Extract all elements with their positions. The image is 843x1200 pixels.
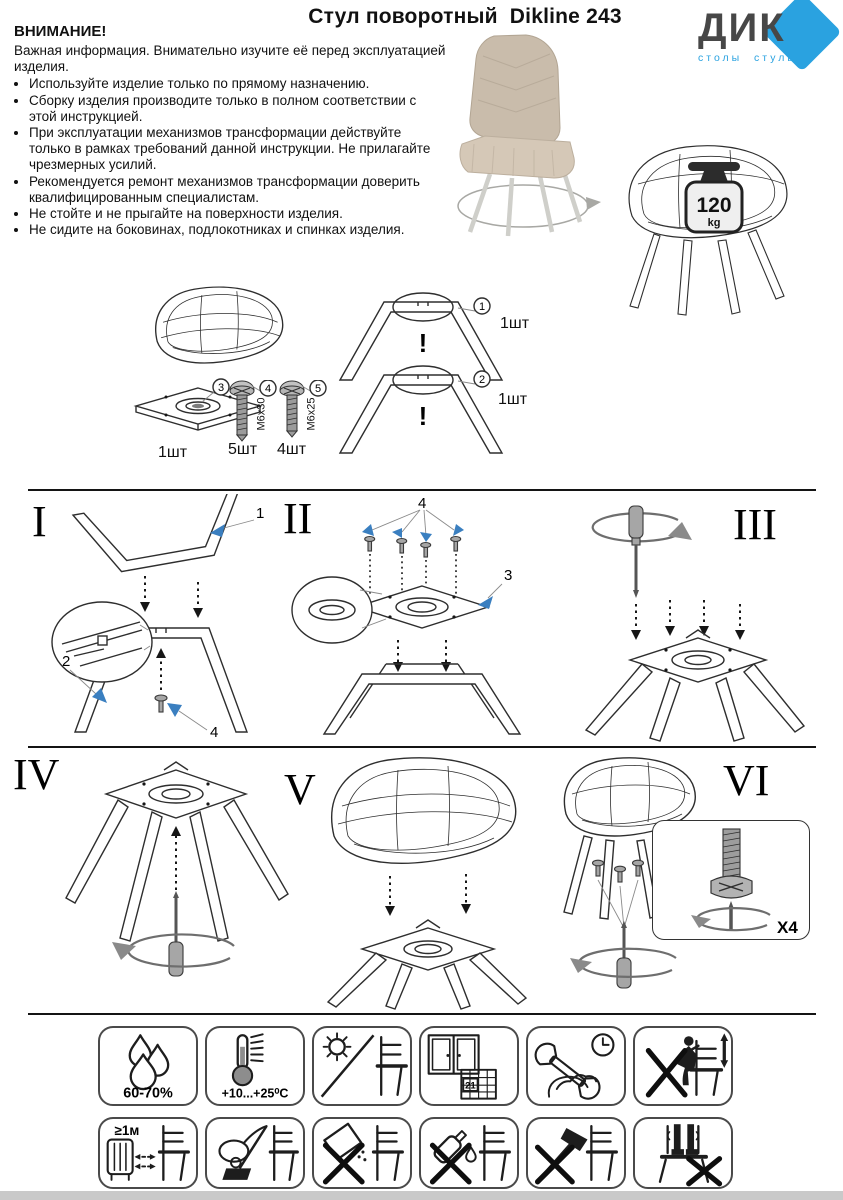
care-icon-temperature xyxy=(205,1026,305,1106)
care-icon-humidity xyxy=(98,1026,198,1106)
screw-m6x25-icon xyxy=(276,380,328,444)
plate-magnifier xyxy=(292,577,386,643)
step5-numeral: V xyxy=(284,765,316,814)
attention-item: • Не сидите на боковинах, подлокотниках и спинках изделия. xyxy=(29,222,446,238)
care-icon-tighten-fasteners xyxy=(526,1026,626,1106)
bottle-glyph xyxy=(433,1128,470,1165)
frame1-number-badge: 1 xyxy=(478,301,486,313)
attention-item: • Рекомендуется ремонт механизмов трансформации доверить квалифицированным специалистам. xyxy=(29,174,446,206)
swivel-chair-photo-icon xyxy=(428,26,613,246)
chair-glyph xyxy=(377,1037,406,1095)
screw-m6x30-icon xyxy=(226,380,278,444)
part-leg-frame-2 xyxy=(336,365,506,457)
label-frame2: 2 xyxy=(62,653,71,670)
chair-glyph xyxy=(270,1126,297,1180)
care-icon-radiator-distance xyxy=(98,1117,198,1189)
care-icon-ventilation xyxy=(419,1026,519,1106)
chair-outline-icon xyxy=(588,138,828,330)
step6-numeral: VI xyxy=(723,756,770,805)
attention-intro: Важная информация. Внимательно изучите её перед эксплуатацией изделия. xyxy=(14,43,446,75)
step4-numeral: IV xyxy=(13,750,60,799)
label-plate: 3 xyxy=(504,567,513,584)
step3-diagram xyxy=(558,492,816,744)
no-hammer-impacts-icon xyxy=(528,1119,624,1187)
thermometer-icon xyxy=(207,1028,303,1104)
care-icon-cleaning xyxy=(205,1117,305,1189)
label-screws: 4 xyxy=(418,495,427,512)
screw-short-qty-label: 4шт xyxy=(277,441,307,458)
no-pouring-liquids-icon xyxy=(314,1119,410,1187)
brand-logo xyxy=(698,8,838,64)
ventilation-window-calendar-icon xyxy=(421,1028,517,1104)
multiplier-label: X4 xyxy=(777,918,798,937)
no-climbing-on-chair-icon xyxy=(635,1028,731,1104)
chair-glyph xyxy=(160,1126,189,1180)
weight-unit: kg xyxy=(707,217,721,229)
label-screw: 4 xyxy=(210,724,219,741)
seat-shell-icon xyxy=(132,280,297,380)
part-seat-shell xyxy=(132,280,297,380)
frame2-qty-label: 1шт xyxy=(498,391,528,408)
no-direct-sunlight-icon xyxy=(314,1028,410,1104)
attention-block xyxy=(14,23,446,238)
weight-value: 120 xyxy=(696,194,732,217)
page-title: Стул поворотный Dikline 243 xyxy=(308,5,622,28)
screw-long-number-badge: 4 xyxy=(264,383,272,395)
screwdriver-bottom xyxy=(617,921,631,988)
vacuum-cleaning-icon xyxy=(207,1119,303,1187)
label-frame1: 1 xyxy=(256,505,265,522)
care-icon-no-climbing xyxy=(633,1026,733,1106)
care-icon-no-standing xyxy=(633,1117,733,1189)
screw-short-size-label: M6x25 xyxy=(305,397,318,431)
screws-under-seat xyxy=(593,860,644,882)
plate-number-badge: 3 xyxy=(217,382,225,394)
logo-wordmark: ДИК xyxy=(698,6,786,50)
section-divider xyxy=(28,1013,816,1015)
step5-diagram xyxy=(298,750,556,1012)
frame-top xyxy=(73,494,252,578)
assembled-base xyxy=(586,630,804,741)
care-icon-no-pouring xyxy=(312,1117,412,1189)
section-divider xyxy=(28,489,816,491)
attention-list xyxy=(14,76,446,238)
attention-item: • Не стойте и не прыгайте на поверхности изделия. xyxy=(29,206,446,222)
step3-numeral: III xyxy=(733,500,777,549)
chair-glyph xyxy=(374,1126,403,1180)
care-icon-no-hammer xyxy=(526,1117,626,1189)
section-divider xyxy=(28,746,816,748)
step2-numeral: II xyxy=(283,494,313,543)
part-screw-short xyxy=(276,380,328,444)
swivel-plate xyxy=(356,586,488,628)
care-icon-no-bottle xyxy=(419,1117,519,1189)
screw-glyph xyxy=(155,695,167,712)
screw-detail-icon xyxy=(711,829,752,898)
step4-diagram xyxy=(58,750,298,1008)
step1-diagram xyxy=(50,494,285,744)
care-icon-no-sunlight xyxy=(312,1026,412,1106)
assembled-base xyxy=(328,920,526,1009)
chair-glyph xyxy=(481,1126,510,1180)
frame2-number-badge: 2 xyxy=(478,374,486,386)
calendar-day-label: 21 xyxy=(465,1080,476,1092)
leg-frame-icon xyxy=(336,365,506,457)
screwdriver-bit-icon xyxy=(728,901,734,931)
distance-label: ≥1м xyxy=(114,1122,140,1138)
step2-diagram xyxy=(290,492,558,744)
seat-shell xyxy=(332,758,516,863)
step1-numeral: I xyxy=(32,497,47,546)
screwdriver xyxy=(629,506,643,598)
temperature-label: +10...+25⁰С xyxy=(221,1086,289,1101)
screw-long-size-label: M6x30 xyxy=(255,397,268,431)
product-photo-chair xyxy=(428,26,613,246)
crossed-base xyxy=(324,664,520,734)
frame1-qty-label: 1шт xyxy=(500,315,530,332)
orientation-warning-mark: ! xyxy=(418,401,428,431)
humidity-label: 60-70% xyxy=(123,1085,173,1102)
part-screw-long xyxy=(226,380,278,444)
attention-heading: ВНИМАНИЕ! xyxy=(14,23,107,40)
attention-item: • Используйте изделие только по прямому назначению. xyxy=(29,76,446,92)
orientation-warning-mark: ! xyxy=(418,328,428,358)
chair-glyph xyxy=(691,1041,722,1095)
screw-long-qty-label: 5шт xyxy=(228,441,258,458)
radiator-distance-icon xyxy=(100,1119,196,1187)
no-standing-on-chair-icon xyxy=(635,1119,731,1187)
screw-short-number-badge: 5 xyxy=(314,383,322,395)
no-bottle-liquids-icon xyxy=(421,1119,517,1187)
humidity-drops-icon xyxy=(100,1028,196,1104)
logo-tagline: столы стулья xyxy=(698,52,805,64)
joint-magnifier xyxy=(52,602,152,682)
screws-four xyxy=(365,537,461,558)
step6-screw-detail xyxy=(652,820,810,940)
plate-qty-label: 1шт xyxy=(158,444,188,461)
attention-item: • При эксплуатации механизмов трансформации действуйте только в рамках требований данной инструкции. Не прилагайте чрезмерных усилий. xyxy=(29,125,446,174)
tighten-fasteners-wrench-clock-icon xyxy=(528,1028,624,1104)
chair-glyph xyxy=(588,1126,617,1180)
attention-item: • Сборку изделия производите только в полном соответствии с этой инструкцией. xyxy=(29,93,446,125)
page-edge-shadow xyxy=(0,1191,843,1200)
max-load-figure xyxy=(588,138,828,330)
